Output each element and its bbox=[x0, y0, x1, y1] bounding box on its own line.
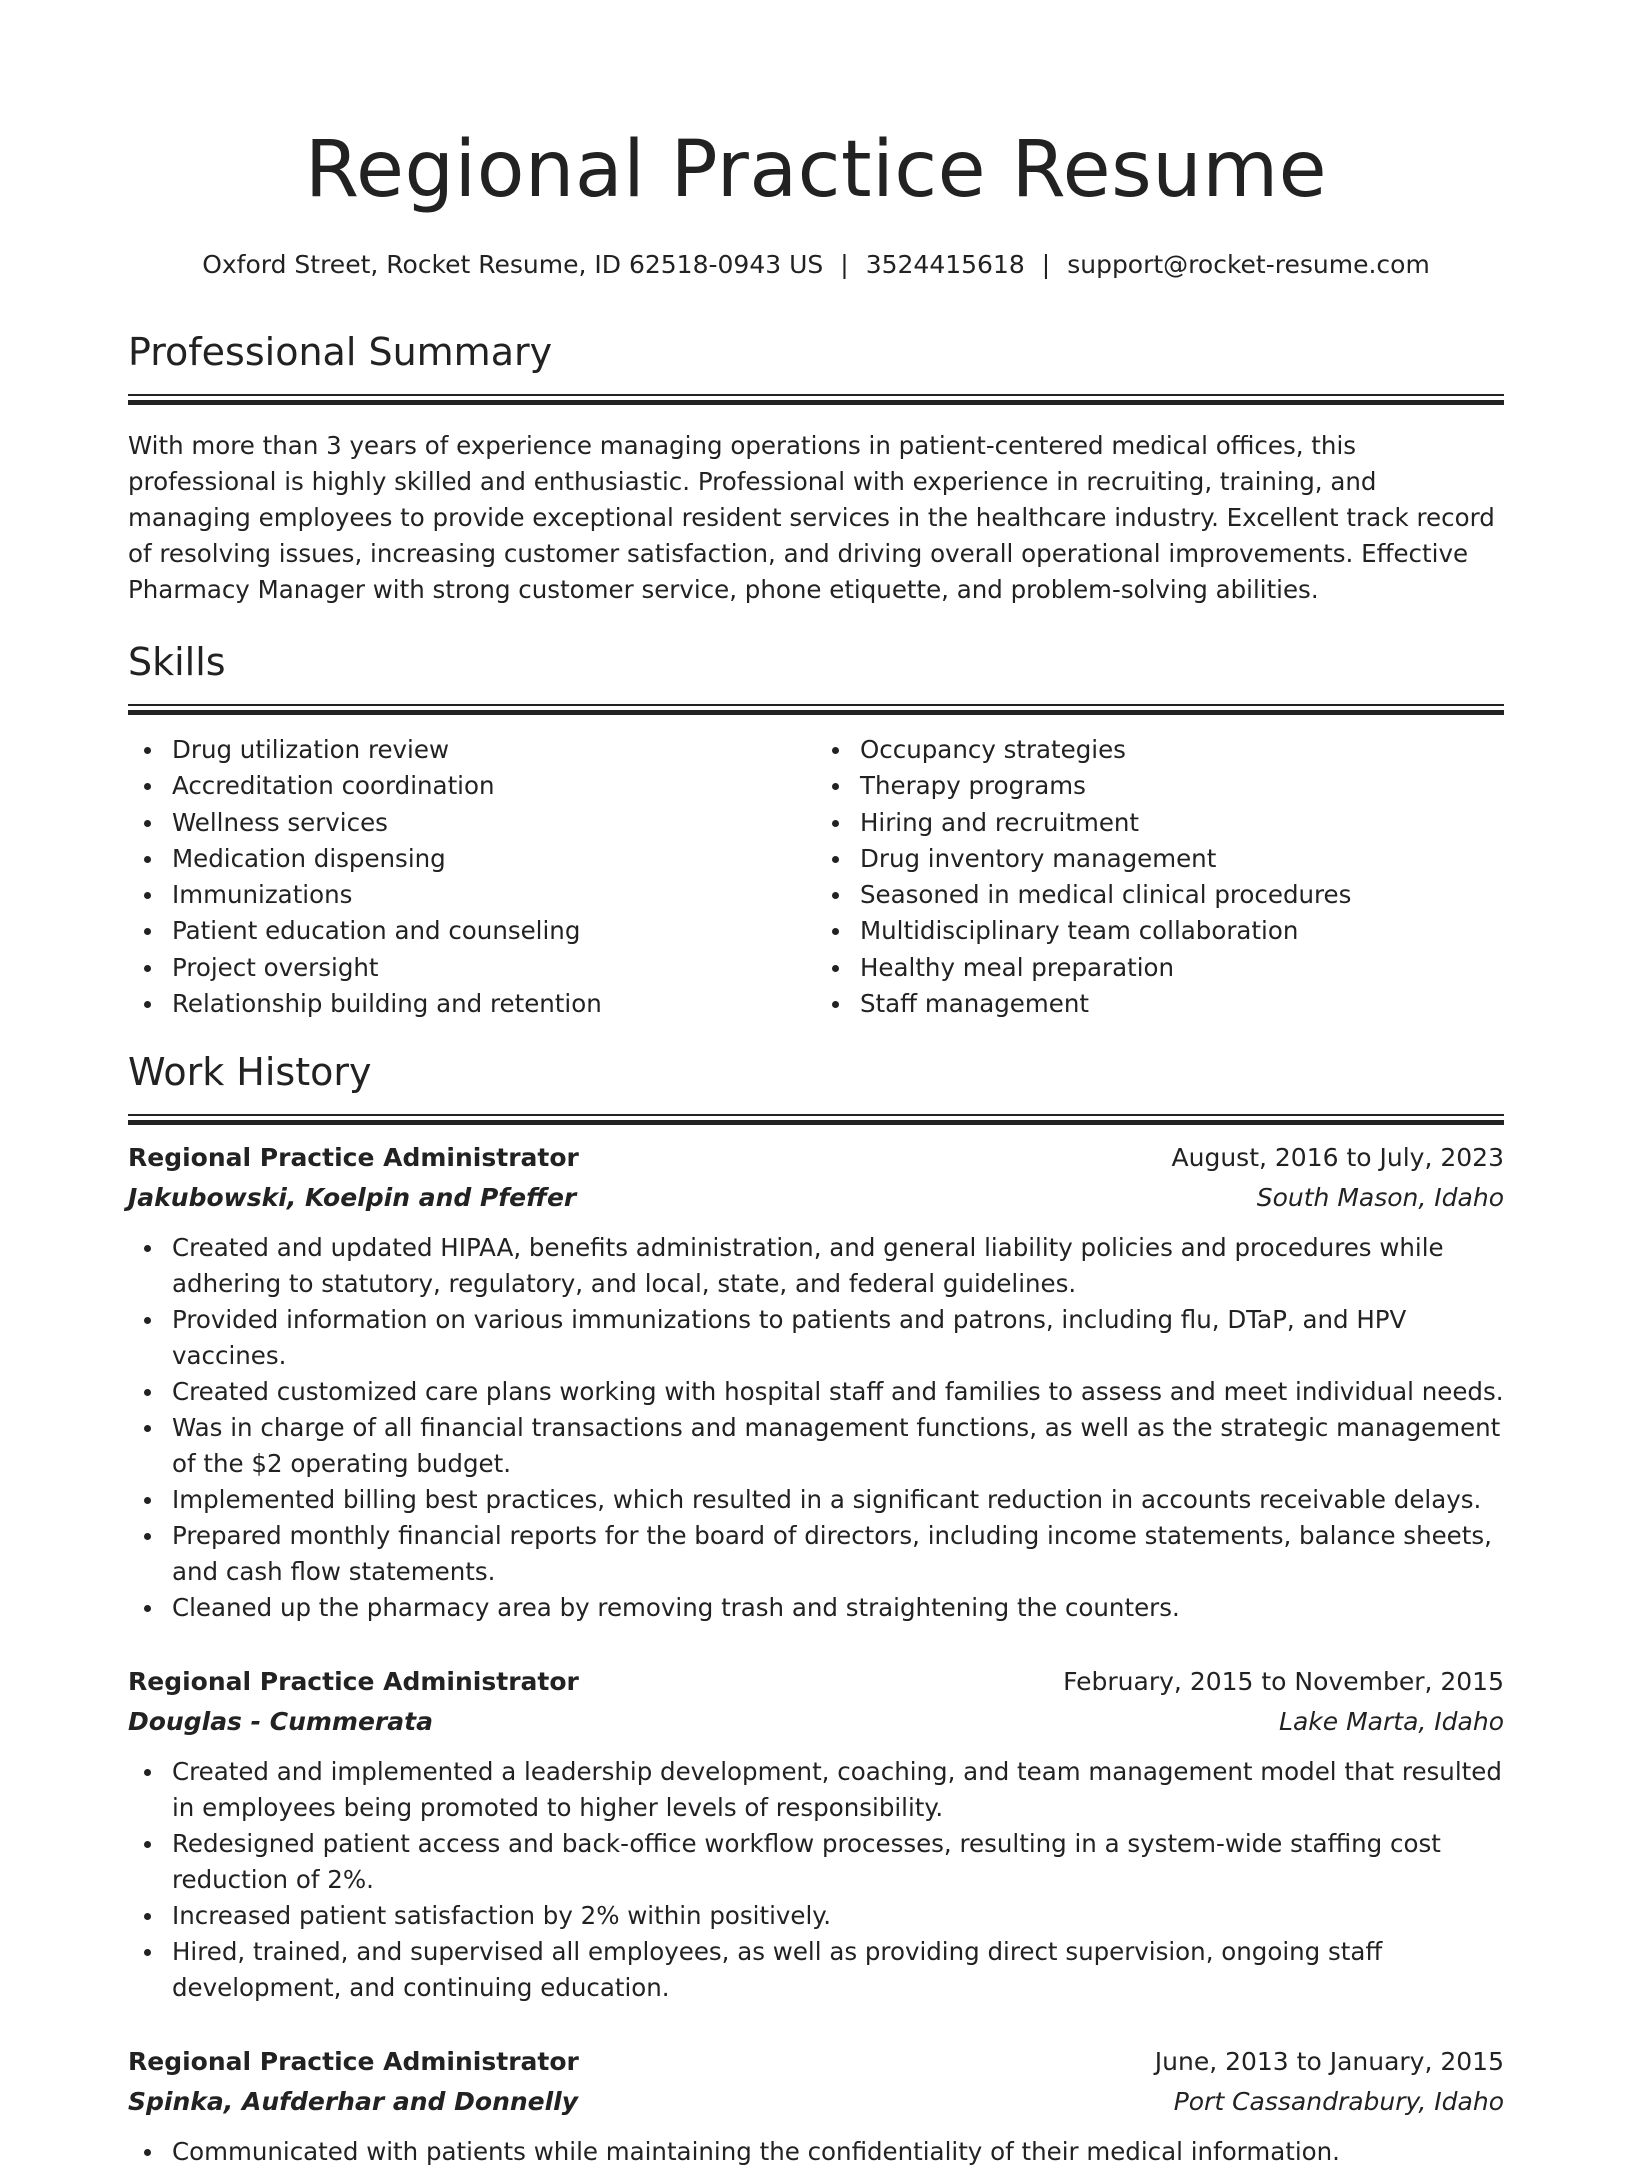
job-title: Regional Practice Administrator bbox=[128, 2047, 579, 2077]
contact-phone: 3524415618 bbox=[865, 250, 1025, 279]
job-bullet: Implemented billing best practices, which resulted in a significant reduction in accounts receivable delays. bbox=[128, 1482, 1504, 1518]
job-dates: February, 2015 to November, 2015 bbox=[1063, 1667, 1504, 1697]
job-title: Regional Practice Administrator bbox=[128, 1143, 579, 1173]
skills-list-left bbox=[128, 732, 816, 1022]
summary-text: With more than 3 years of experience managing operations in patient-centered medical offices, this professional is highly skilled and enthusiastic. Professional with experience in recruiting, training, and managing employees to provide exceptional resident services in the healthcare industry. Excellent track record of resolving issues, increasing customer satisfaction, and driving overall operational improvements. Effective Pharmacy Manager with strong customer service, phone etiquette, and problem-solving abilities. bbox=[128, 431, 1495, 604]
job-entry bbox=[128, 2042, 1504, 2170]
job-header-row bbox=[128, 1138, 1504, 1178]
skill-item: Hiring and recruitment bbox=[816, 805, 1504, 841]
section-title-summary: Professional Summary bbox=[128, 330, 553, 374]
contact-separator: | bbox=[1041, 250, 1051, 279]
job-location: Lake Marta, Idaho bbox=[1279, 1707, 1504, 1737]
job-dates: June, 2013 to January, 2015 bbox=[1154, 2047, 1504, 2077]
skill-item: Drug utilization review bbox=[128, 732, 816, 768]
skill-item: Immunizations bbox=[128, 877, 816, 913]
skill-item: Healthy meal preparation bbox=[816, 950, 1504, 986]
job-bullet: Was in charge of all financial transactions and management functions, as well as the strategic management of the $2 operating budget. bbox=[128, 1410, 1504, 1482]
job-company-row bbox=[128, 1178, 1504, 1218]
professional-summary-section bbox=[128, 326, 1504, 608]
skill-item: Accreditation coordination bbox=[128, 768, 816, 804]
job-dates: August, 2016 to July, 2023 bbox=[1171, 1143, 1504, 1173]
skill-item: Patient education and counseling bbox=[128, 913, 816, 949]
job-bullet: Provided information on various immunizations to patients and patrons, including flu, DTaP, and HPV vaccines. bbox=[128, 1302, 1504, 1374]
skill-item: Wellness services bbox=[128, 805, 816, 841]
skills-columns bbox=[128, 732, 1504, 1022]
skill-item: Medication dispensing bbox=[128, 841, 816, 877]
job-company: Spinka, Aufderhar and Donnelly bbox=[128, 2087, 579, 2117]
skill-item: Staff management bbox=[816, 986, 1504, 1022]
job-entry bbox=[128, 1138, 1504, 1626]
job-bullet: Prepared monthly financial reports for the board of directors, including income statements, balance sheets, and cash flow statements. bbox=[128, 1518, 1504, 1590]
job-entry bbox=[128, 1662, 1504, 2006]
job-location: South Mason, Idaho bbox=[1256, 1183, 1504, 1213]
job-bullet: Increased patient satisfaction by 2% within positively. bbox=[128, 1898, 1504, 1934]
skill-item: Occupancy strategies bbox=[816, 732, 1504, 768]
job-bullet: Created customized care plans working with hospital staff and families to assess and meet individual needs. bbox=[128, 1374, 1504, 1410]
job-bullet: Created and implemented a leadership development, coaching, and team management model that resulted in employees being promoted to higher levels of responsibility. bbox=[128, 1754, 1504, 1826]
job-bullet: Created and updated HIPAA, benefits administration, and general liability policies and procedures while adhering to statutory, regulatory, and local, state, and federal guidelines. bbox=[128, 1230, 1504, 1302]
job-company-row bbox=[128, 2082, 1504, 2122]
skill-item: Project oversight bbox=[128, 950, 816, 986]
resume-name: Regional Practice Resume bbox=[304, 125, 1328, 215]
skill-item: Seasoned in medical clinical procedures bbox=[816, 877, 1504, 913]
skills-section bbox=[128, 636, 1504, 1022]
job-title: Regional Practice Administrator bbox=[128, 1667, 579, 1697]
job-bullet: Redesigned patient access and back-office workflow processes, resulting in a system-wide staffing cost reduction of 2%. bbox=[128, 1826, 1504, 1898]
section-title-work-history: Work History bbox=[128, 1050, 372, 1095]
contact-line bbox=[128, 248, 1504, 282]
work-history-section bbox=[128, 1046, 1504, 2170]
section-divider bbox=[128, 1114, 1504, 1116]
skill-item: Multidisciplinary team collaboration bbox=[816, 913, 1504, 949]
contact-email: support@rocket-resume.com bbox=[1067, 250, 1430, 279]
job-company: Douglas - Cummerata bbox=[128, 1707, 433, 1737]
skill-item: Relationship building and retention bbox=[128, 986, 816, 1022]
skills-list-right bbox=[816, 732, 1504, 1022]
job-location: Port Cassandrabury, Idaho bbox=[1173, 2087, 1504, 2117]
job-bullets bbox=[128, 2134, 1504, 2170]
contact-address: Oxford Street, Rocket Resume, ID 62518-0943 US bbox=[202, 250, 824, 279]
job-company: Jakubowski, Koelpin and Pfeffer bbox=[128, 1183, 577, 1213]
section-divider bbox=[128, 704, 1504, 706]
contact-separator: | bbox=[840, 250, 849, 279]
skill-item: Drug inventory management bbox=[816, 841, 1504, 877]
section-title-skills: Skills bbox=[128, 640, 226, 684]
job-bullets bbox=[128, 1230, 1504, 1626]
skill-item: Therapy programs bbox=[816, 768, 1504, 804]
job-bullet: Communicated with patients while maintaining the confidentiality of their medical information. bbox=[128, 2134, 1504, 2170]
job-bullet: Cleaned up the pharmacy area by removing trash and straightening the counters. bbox=[128, 1590, 1504, 1626]
job-header-row bbox=[128, 2042, 1504, 2082]
job-header-row bbox=[128, 1662, 1504, 1702]
job-bullet: Hired, trained, and supervised all employees, as well as providing direct supervision, ongoing staff development, and continuing education. bbox=[128, 1934, 1504, 2006]
section-divider bbox=[128, 394, 1504, 396]
job-company-row bbox=[128, 1702, 1504, 1742]
job-bullets bbox=[128, 1754, 1504, 2006]
